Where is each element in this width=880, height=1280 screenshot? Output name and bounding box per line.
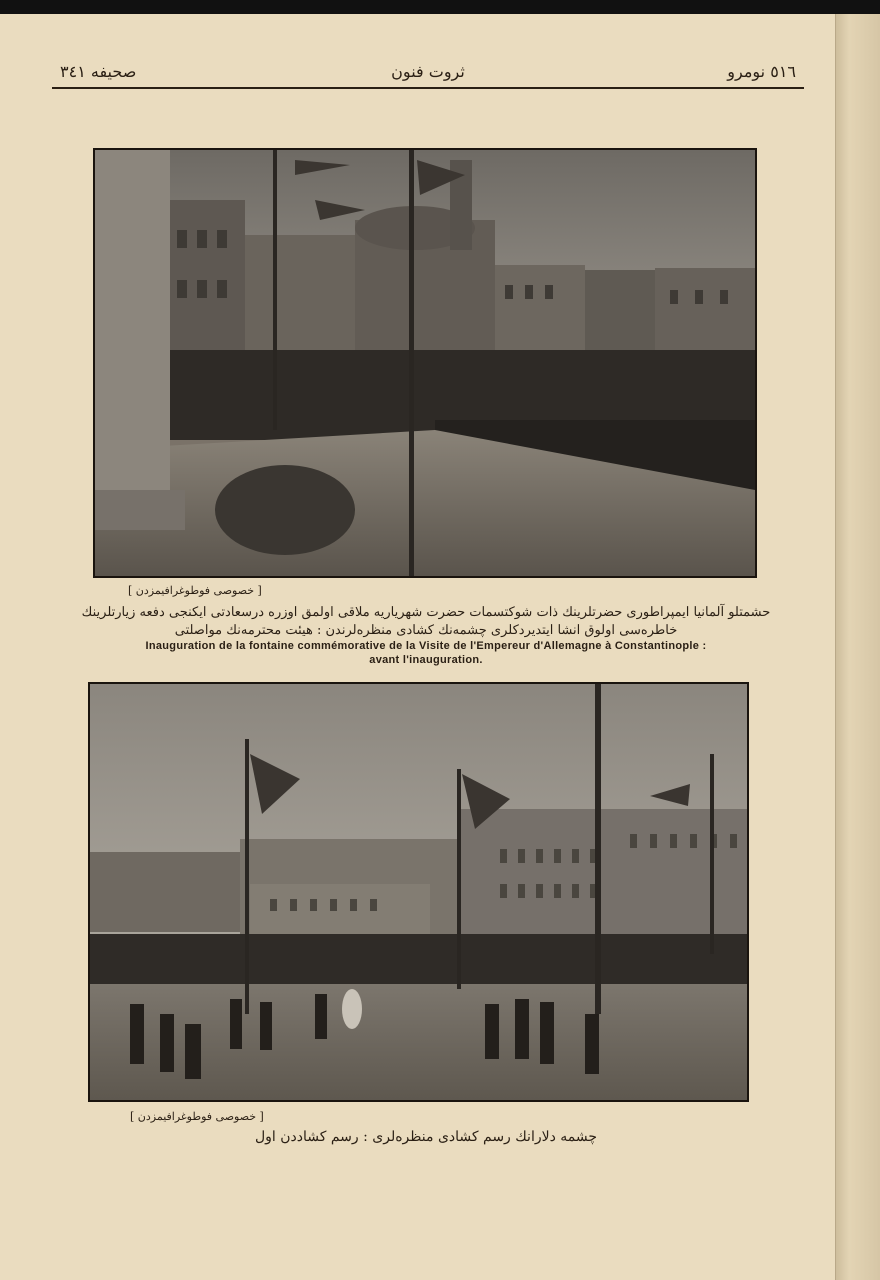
- issue-number: ٥١٦ نومرو: [727, 62, 796, 81]
- photo2-caption-ottoman: چشمه دلارانك رسم كشادى منظره‌لرى : رسم كشاددن اول: [254, 1129, 598, 1145]
- scan-top-edge: [0, 0, 880, 14]
- photo1-caption-ottoman: حشمتلو آلمانيا ايمپراطورى حضرتلرينك ذات شوكتسمات حضرت شهرياريه ملاقى اولمق اوزره درسعادتى ايكنجى دفعه زيارتلرينك خاطره‌سى اولوق انشا ايتديردكلرى چشمه‌نك كشادى منظره‌لرندن : هيئت محترمه‌نك مواصلتى: [81, 605, 771, 638]
- photo-fountain-ceremony: [88, 682, 749, 1102]
- photo-fountain-crowd: [93, 148, 757, 578]
- page-number: صحيفه ٣٤١: [60, 62, 137, 81]
- photo1-credit: [ خصوصى فوطوغرافيمزدن ]: [128, 584, 262, 597]
- photo1-caption-french-line2: avant l'inauguration.: [369, 654, 483, 666]
- magazine-title: ثروت فنون: [391, 62, 465, 81]
- photo1-caption-french-line1: Inauguration de la fontaine commémorative de la Visite de l'Empereur d'Allemagne à Constantinople :: [145, 640, 707, 652]
- photo-fountain-ceremony-image: [90, 684, 747, 1100]
- photo-fountain-crowd-image: [95, 150, 755, 576]
- book-spine: [835, 14, 880, 1280]
- header-rule: [52, 87, 804, 89]
- page-header: [52, 62, 804, 88]
- photo2-credit: [ خصوصى فوطوغرافيمزدن ]: [130, 1110, 264, 1123]
